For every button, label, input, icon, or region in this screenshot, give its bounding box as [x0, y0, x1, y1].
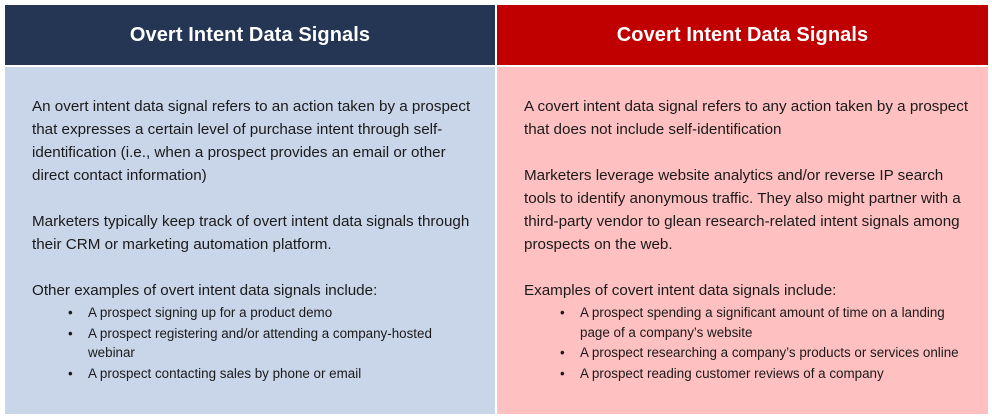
list-item: • A prospect spending a significant amount of time on a landing page of a company’s website — [560, 305, 945, 340]
list-item: • A prospect contacting sales by phone or email — [68, 364, 477, 384]
covert-definition: A covert intent data signal refers to any action taken by a prospect that does not include self-identification — [524, 98, 969, 138]
covert-body — [496, 65, 988, 414]
overt-header — [5, 5, 496, 65]
bullet-icon: • — [560, 305, 565, 320]
list-item: • A prospect researching a company’s products or services online — [560, 343, 970, 363]
covert-examples-intro: Examples of covert intent data signals include: — [524, 282, 837, 299]
overt-body — [5, 65, 496, 414]
list-item: • A prospect registering and/or attending a company-hosted webinar — [68, 325, 432, 360]
bullet-icon: • — [68, 325, 73, 341]
overt-tracking-text: Marketers typically keep track of overt intent data signals through their CRM or marketing automation platform. — [32, 213, 470, 253]
comparison-table — [5, 5, 988, 414]
overt-definition: An overt intent data signal refers to an action taken by a prospect that expresses a certain level of purchase intent through self-identification (i.e., when a prospect provides an email or other direct contact information) — [32, 98, 471, 184]
covert-examples-list — [524, 303, 970, 383]
list-item: • A prospect signing up for a product demo — [68, 303, 477, 323]
overt-examples-intro: Other examples of overt intent data signals include: — [32, 282, 378, 299]
covert-header-title: Covert Intent Data Signals — [616, 23, 869, 46]
overt-examples-list — [32, 303, 477, 383]
covert-tracking-text: Marketers leverage website analytics and/or reverse IP search tools to identify anonymous traffic. They also might partner with a third-party vendor to glean research-related intent signals among prospects on the web. — [524, 167, 961, 253]
bullet-icon: • — [560, 365, 565, 381]
overt-header-title: Overt Intent Data Signals — [129, 23, 371, 46]
covert-header — [496, 5, 988, 65]
bullet-icon: • — [68, 365, 73, 381]
bullet-icon: • — [560, 345, 565, 360]
list-item: • A prospect reading customer reviews of a company — [560, 364, 970, 384]
bullet-icon: • — [68, 305, 73, 320]
